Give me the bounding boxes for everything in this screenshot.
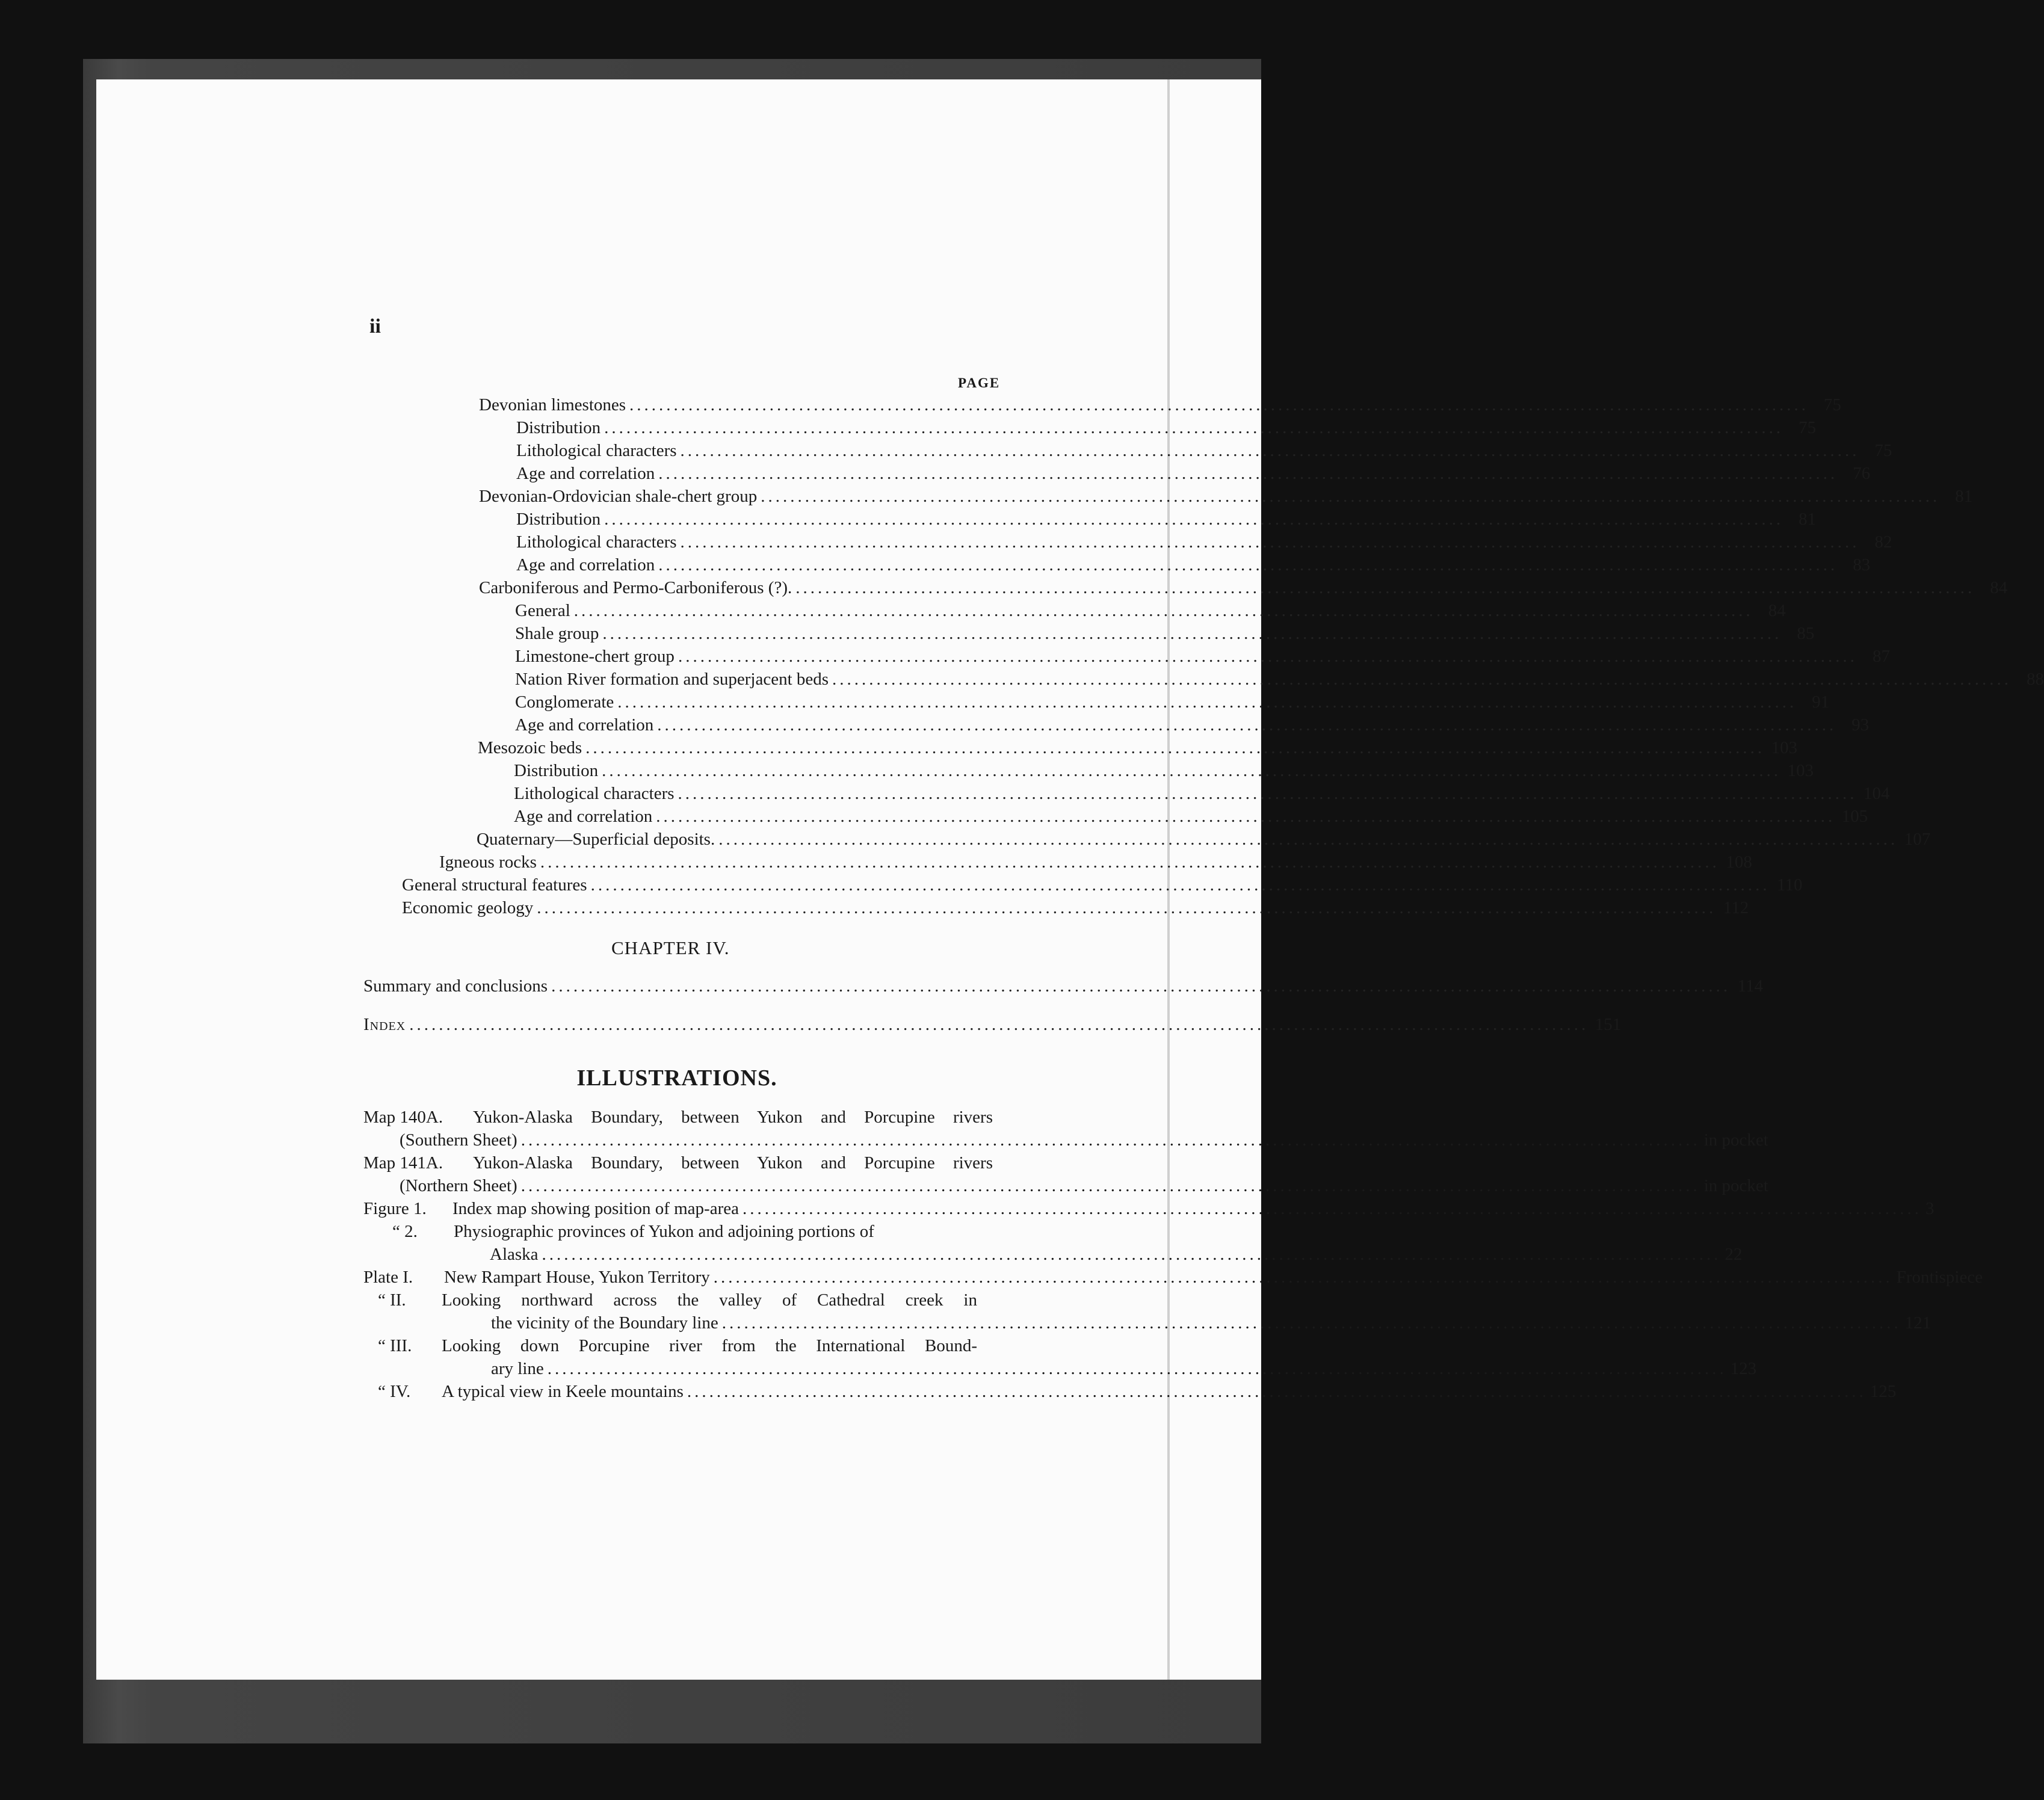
- toc-entry-page: 81: [1799, 510, 1817, 529]
- dot-leader: ................................................................................................................................................................: [542, 1245, 1721, 1264]
- illustration-entry[interactable]: [363, 1151, 1768, 1197]
- toc-entry[interactable]: [515, 691, 1830, 714]
- toc-entry-label: Distribution: [516, 510, 601, 529]
- toc-entry-page: 88: [2027, 670, 2044, 689]
- illustration-line: [444, 1266, 1983, 1289]
- toc-entry[interactable]: [516, 553, 1871, 576]
- illustration-prefix: “ III.: [378, 1336, 412, 1355]
- toc-entry-label: Mesozoic beds: [478, 738, 582, 757]
- dot-leader: ................................................................................................................................................................: [604, 510, 1784, 529]
- index-entry-label: Index: [363, 1015, 406, 1034]
- toc-entry[interactable]: [479, 576, 2008, 599]
- toc-entry-page: 76: [1853, 464, 1871, 483]
- toc-entry-label: Age and correlation: [515, 715, 654, 735]
- illustration-prefix: “ 2.: [392, 1222, 418, 1241]
- dot-leader: ................................................................................................................................................................: [547, 1359, 1727, 1378]
- toc-entry-label: Distribution: [516, 418, 601, 437]
- dot-leader: ................................................................................................................................................................: [713, 1268, 1893, 1287]
- illustration-title-cont: (Southern Sheet): [400, 1130, 517, 1150]
- illustration-title: Index map showing position of map-area: [452, 1199, 739, 1218]
- illustration-title: Yukon-Alaska Boundary, between Yukon and Porcupine rivers: [473, 1108, 993, 1127]
- dot-leader: ................................................................................................................................................................: [718, 830, 1898, 849]
- toc-entry-label: Lithological characters: [516, 441, 677, 460]
- toc-entry-label: Conglomerate: [515, 692, 614, 712]
- toc-entry-label: Age and correlation: [514, 807, 653, 826]
- illustration-entry[interactable]: [363, 1197, 1934, 1220]
- dot-leader: ................................................................................................................................................................: [520, 1176, 1700, 1195]
- illustration-page: Frontispiece: [1896, 1268, 1983, 1287]
- toc-entry[interactable]: [516, 439, 1892, 462]
- illustration-page: 121: [1904, 1313, 1931, 1333]
- illustration-page: in pocket: [1703, 1176, 1768, 1195]
- illustration-title-cont: ary line: [491, 1359, 544, 1378]
- toc-entry-page: 84: [1990, 578, 2008, 597]
- dot-leader: ................................................................................................................................................................: [658, 555, 1838, 575]
- dot-leader: ................................................................................................................................................................: [680, 532, 1860, 552]
- dot-leader: ................................................................................................................................................................: [551, 976, 1731, 996]
- toc-entry-page: 82: [1874, 532, 1892, 552]
- toc-entry-page: 85: [1797, 624, 1815, 643]
- illustration-continuation: [491, 1311, 1931, 1334]
- illustration-title-cont: the vicinity of the Boundary line: [491, 1313, 718, 1333]
- illustration-prefix: Map 141A.: [363, 1153, 443, 1173]
- dot-leader: ................................................................................................................................................................: [585, 738, 1765, 757]
- toc-entry[interactable]: [516, 531, 1892, 553]
- dot-leader: ................................................................................................................................................................: [795, 578, 1975, 597]
- toc-entry-label: Devonian limestones: [479, 395, 626, 415]
- toc-entry[interactable]: [516, 416, 1817, 439]
- illustration-prefix: Plate I.: [363, 1268, 413, 1287]
- illustration-title: New Rampart House, Yukon Territory: [444, 1268, 710, 1287]
- index-entry[interactable]: [363, 1013, 1622, 1036]
- illustration-continuation: [490, 1243, 1743, 1266]
- chapter-heading-text: CHAPTER IV.: [611, 937, 730, 958]
- toc-entry-label: Economic geology: [402, 898, 534, 917]
- illustration-page: 3: [1925, 1199, 1934, 1218]
- toc-entry-label: Age and correlation: [516, 555, 655, 575]
- dot-leader: ................................................................................................................................................................: [742, 1199, 1922, 1218]
- illustration-entry[interactable]: [363, 1380, 1897, 1403]
- toc-entry-page: 93: [1851, 715, 1870, 735]
- dot-leader: ................................................................................................................................................................: [409, 1015, 1589, 1034]
- toc-entry-page: 87: [1872, 647, 1890, 666]
- illustration-entry[interactable]: [363, 1220, 1743, 1266]
- dot-leader: ................................................................................................................................................................: [721, 1313, 1901, 1333]
- index-entry-page: 151: [1595, 1015, 1622, 1034]
- toc-entry[interactable]: [515, 714, 1870, 736]
- toc-entry-page: 75: [1824, 395, 1842, 415]
- toc-entry-page: 91: [1812, 692, 1830, 712]
- dot-leader: ................................................................................................................................................................: [602, 624, 1782, 643]
- dot-leader: ................................................................................................................................................................: [540, 852, 1720, 872]
- dot-leader: ................................................................................................................................................................: [658, 464, 1838, 483]
- dot-leader: ................................................................................................................................................................: [604, 418, 1784, 437]
- chapter-entry-label: Summary and conclusions: [363, 976, 548, 996]
- toc-entry-label: Shale group: [515, 624, 599, 643]
- illustration-title-cont: Alaska: [490, 1245, 539, 1264]
- illustration-continuation: [491, 1357, 1757, 1380]
- toc-entry-page: 103: [1787, 761, 1814, 780]
- toc-entry-label: Carboniferous and Permo-Carboniferous (?).: [479, 578, 792, 597]
- illustration-title-cont: (Northern Sheet): [400, 1176, 517, 1195]
- toc-entry-label: Limestone-chert group: [515, 647, 675, 666]
- toc-entry[interactable]: [514, 782, 1890, 805]
- toc-entry-label: Nation River formation and superjacent beds: [515, 670, 829, 689]
- toc-entry[interactable]: [402, 874, 1803, 896]
- illustrations-heading: ILLUSTRATIONS.: [576, 1065, 777, 1091]
- dot-leader: ................................................................................................................................................................: [629, 395, 1809, 415]
- dot-leader: ................................................................................................................................................................: [573, 601, 1753, 620]
- toc-entry-page: 103: [1771, 738, 1798, 757]
- illustration-page: in pocket: [1703, 1130, 1768, 1150]
- illustration-entry[interactable]: [363, 1266, 1983, 1289]
- toc-entry[interactable]: [479, 485, 1973, 508]
- dot-leader: ................................................................................................................................................................: [657, 715, 1837, 735]
- toc-entry[interactable]: [402, 896, 1749, 919]
- dot-leader: ................................................................................................................................................................: [761, 487, 1941, 506]
- toc-entry-page: 108: [1726, 852, 1752, 872]
- toc-entry-page: 81: [1955, 487, 1973, 506]
- toc-entry[interactable]: [515, 645, 1890, 668]
- illustration-entry[interactable]: [363, 1334, 1757, 1380]
- illustration-title: Physiographic provinces of Yukon and adjoining portions of: [454, 1222, 874, 1241]
- toc-entry-label: Lithological characters: [516, 532, 677, 552]
- toc-entry[interactable]: [515, 668, 2044, 691]
- illustration-line: [442, 1380, 1897, 1403]
- toc-entry[interactable]: [515, 622, 1815, 645]
- toc-entry-label: General structural features: [402, 875, 587, 895]
- dot-leader: ................................................................................................................................................................: [520, 1130, 1700, 1150]
- toc-entry[interactable]: [516, 508, 1817, 531]
- dot-leader: ................................................................................................................................................................: [590, 875, 1770, 895]
- toc-entry-page: 105: [1841, 807, 1868, 826]
- toc-entry-page: 107: [1904, 830, 1931, 849]
- toc-entry-page: 110: [1777, 875, 1803, 895]
- chapter-entry-page: 114: [1737, 976, 1764, 996]
- toc-entry[interactable]: [514, 759, 1814, 782]
- illustration-page: 123: [1730, 1359, 1757, 1378]
- dot-leader: ................................................................................................................................................................: [656, 807, 1836, 826]
- toc-entry-page: 75: [1874, 441, 1892, 460]
- toc-entry-page: 112: [1723, 898, 1749, 917]
- toc-entry-page: 104: [1863, 784, 1890, 803]
- page-column-label: PAGE: [958, 375, 1001, 390]
- toc-entry[interactable]: [439, 851, 1752, 874]
- illustration-title: Yukon-Alaska Boundary, between Yukon and Porcupine rivers: [473, 1153, 993, 1173]
- toc-entry-page: 75: [1799, 418, 1817, 437]
- chapter-entry[interactable]: [363, 975, 1764, 997]
- illustration-page: 125: [1870, 1382, 1897, 1401]
- dot-leader: ................................................................................................................................................................: [537, 898, 1717, 917]
- illustration-title: A typical view in Keele mountains: [442, 1382, 684, 1401]
- illustration-prefix: “ II.: [378, 1290, 406, 1310]
- illustration-entry[interactable]: [363, 1289, 1931, 1334]
- dot-leader: ................................................................................................................................................................: [617, 692, 1797, 712]
- illustration-prefix: Map 140A.: [363, 1108, 443, 1127]
- illustration-page: 22: [1724, 1245, 1743, 1264]
- dot-leader: ................................................................................................................................................................: [602, 761, 1782, 780]
- toc-entry[interactable]: [514, 805, 1868, 828]
- toc-entry-label: Age and correlation: [516, 464, 655, 483]
- toc-entry[interactable]: [479, 393, 1842, 416]
- dot-leader: ................................................................................................................................................................: [832, 670, 2012, 689]
- toc-entry-label: Distribution: [514, 761, 599, 780]
- illustration-prefix: Figure 1.: [363, 1199, 427, 1218]
- dot-leader: ................................................................................................................................................................: [678, 784, 1857, 803]
- illustration-title: Looking northward across the valley of Cathedral creek in: [442, 1290, 977, 1310]
- toc-entry-label: Lithological characters: [514, 784, 675, 803]
- toc-entry-page: 83: [1853, 555, 1871, 575]
- toc-entry-label: Devonian-Ordovician shale-chert group: [479, 487, 758, 506]
- folio-number: ii: [369, 315, 381, 338]
- illustration-continuation: [400, 1129, 1768, 1151]
- toc-entry-label: Igneous rocks: [439, 852, 537, 872]
- illustration-continuation: [400, 1174, 1768, 1197]
- illustration-entry[interactable]: [363, 1106, 1768, 1151]
- toc-entry-page: 84: [1768, 601, 1786, 620]
- toc-entry-label: Quaternary—Superficial deposits.: [477, 830, 715, 849]
- dot-leader: ................................................................................................................................................................: [680, 441, 1860, 460]
- toc-entry-label: General: [515, 601, 570, 620]
- toc-entry[interactable]: [515, 599, 1786, 622]
- illustration-line: [452, 1197, 1934, 1220]
- dot-leader: ................................................................................................................................................................: [678, 647, 1857, 666]
- illustration-prefix: “ IV.: [378, 1382, 411, 1401]
- dot-leader: ................................................................................................................................................................: [687, 1382, 1866, 1401]
- toc-entry[interactable]: [478, 736, 1798, 759]
- toc-entry[interactable]: [477, 828, 1931, 851]
- illustration-title: Looking down Porcupine river from the International Bound-: [442, 1336, 977, 1355]
- toc-entry[interactable]: [516, 462, 1871, 485]
